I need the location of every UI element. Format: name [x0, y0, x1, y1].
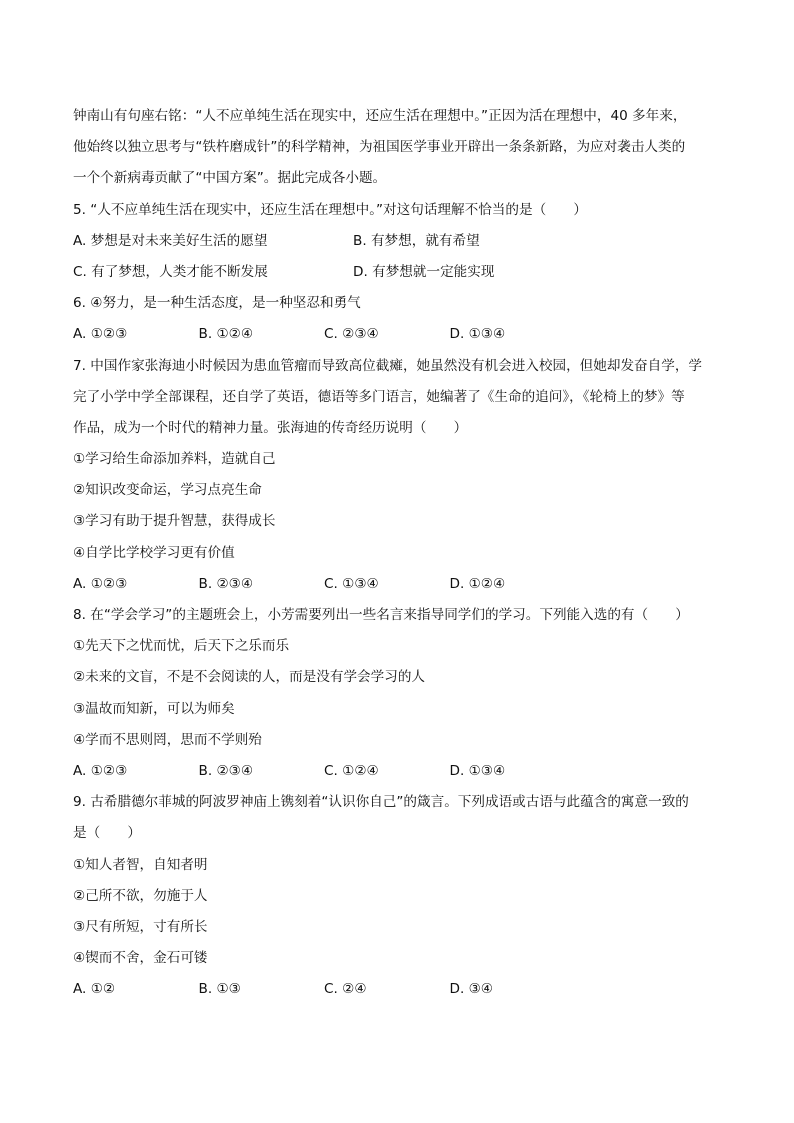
intro-line: 钟南山有句座右铭：“人不应单纯生活在现实中，还应生活在理想中。”正因为活在理想中，40 多年来， [73, 108, 687, 124]
option-b: B. ①③ [198, 981, 241, 998]
intro-passage [73, 101, 734, 195]
option-c: C. ②③④ [324, 326, 379, 343]
options-row [73, 257, 734, 288]
options-row [73, 226, 734, 257]
options-row [73, 319, 734, 350]
question-stem: 9. 古希腊德尔菲城的阿波罗神庙上镌刻着“认识你自己”的箴言。下列成语或古语与此蕴含的寓意一致的 [73, 794, 689, 811]
options-row [73, 756, 734, 787]
question-stem: 7. 中国作家张海迪小时候因为患血管瘤而导致高位截瘫，她虽然没有机会进入校园，但她却发奋自学，学 [73, 357, 703, 374]
question-stem: 5. “人不应单纯生活在现实中，还应生活在理想中。”对这句话理解不恰当的是（ ） [73, 201, 587, 218]
option-a: A. ①②③ [73, 762, 128, 779]
options-row [73, 974, 734, 1005]
option-a: A. ①②③ [73, 326, 128, 343]
statement-item: ④自学比学校学习更有价值 [73, 544, 235, 561]
question-9 [73, 787, 734, 1005]
question-8 [73, 600, 734, 787]
intro-line: 他始终以独立思考与“铁杵磨成针”的科学精神，为祖国医学事业开辟出一条条新路，为应对袭击人类的 [73, 139, 686, 156]
intro-line: 一个个新病毒贡献了“中国方案”。据此完成各小题。 [73, 170, 387, 187]
options-row [73, 569, 734, 600]
question-6 [73, 288, 734, 350]
question-stem: 完了小学中学全部课程，还自学了英语，德语等多门语言，她编著了《生命的追问》，《轮椅上的梦》等 [73, 388, 685, 405]
option-b: B. ①②④ [198, 326, 254, 343]
option-d: D. ③④ [449, 981, 493, 998]
option-b: B. ②③④ [198, 575, 254, 592]
statement-item: ③温故而知新，可以为师矣 [73, 700, 235, 717]
option-a: A. 梦想是对未来美好生活的愿望 [73, 232, 268, 249]
statement-item: ①知人者智，自知者明 [73, 856, 208, 873]
question-stem: 是（ ） [73, 825, 141, 842]
question-7 [73, 351, 734, 601]
question-stem: 作品，成为一个时代的精神力量。张海迪的传奇经历说明（ ） [73, 419, 468, 436]
question-stem: 6. ④努力，是一种生活态度，是一种坚忍和勇气 [73, 295, 361, 312]
option-c: C. ①②④ [324, 762, 379, 779]
option-a: A. ①②③ [73, 575, 128, 592]
option-c: C. ①③④ [324, 575, 379, 592]
option-d: D. ①②④ [449, 575, 506, 592]
statement-item: ②未来的文盲，不是不会阅读的人，而是没有学会学习的人 [73, 669, 426, 686]
option-a: A. ①② [73, 981, 116, 998]
statement-item: ②知识改变命运，学习点亮生命 [73, 482, 262, 499]
option-d: D. ①③④ [449, 762, 506, 779]
statement-item: ①学习给生命添加养料，造就自己 [73, 451, 276, 468]
question-5 [73, 195, 734, 289]
statement-item: ④学而不思则罔，思而不学则殆 [73, 731, 262, 748]
option-d: D. 有梦想就一定能实现 [353, 263, 495, 280]
option-c: C. 有了梦想，人类才能不断发展 [73, 263, 268, 280]
statement-item: ③尺有所短，寸有所长 [73, 918, 208, 935]
statement-item: ③学习有助于提升智慧，获得成长 [73, 513, 276, 530]
statement-item: ②己所不欲，勿施于人 [73, 887, 208, 904]
statement-item: ①先天下之忧而忧，后天下之乐而乐 [73, 638, 290, 655]
option-b: B. ②③④ [198, 762, 254, 779]
option-c: C. ②④ [324, 981, 367, 998]
question-stem: 8. 在“学会学习”的主题班会上，小芳需要列出一些名言来指导同学们的学习。下列能入选的有（ ） [73, 607, 689, 623]
option-b: B. 有梦想，就有希望 [353, 232, 480, 249]
option-d: D. ①③④ [449, 326, 506, 343]
statement-item: ④锲而不舍，金石可镂 [73, 950, 208, 967]
